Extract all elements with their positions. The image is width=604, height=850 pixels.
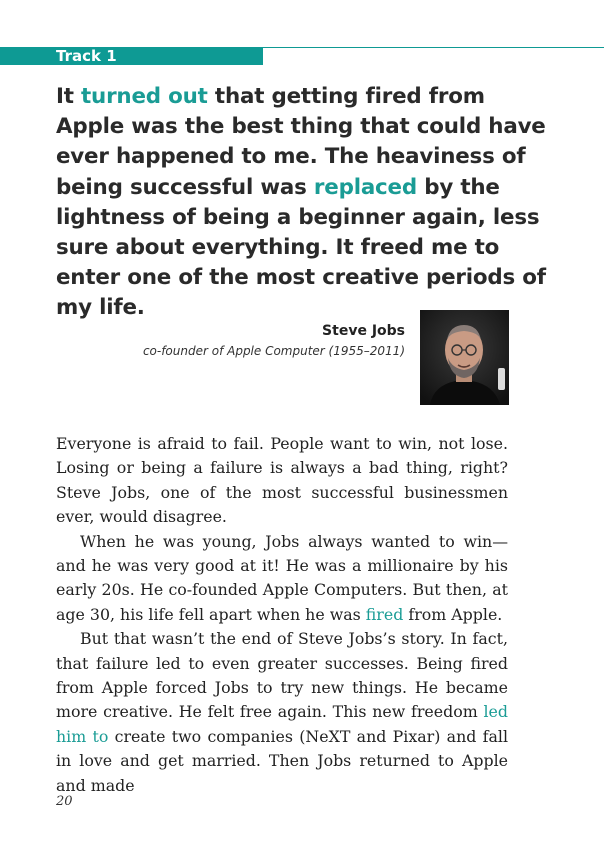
text-run: from Apple. (403, 604, 503, 624)
highlighted-term: led him to (56, 702, 508, 746)
text-run: But that wasn’t the end of Steve Jobs’s story. In fact, that failure led to even greater successes. Being fired from Apple forced Jobs to try new things. He became more creative. He felt free again. This new freedom (56, 629, 508, 722)
track-banner (0, 47, 263, 65)
track-label: Track 1 (56, 47, 117, 65)
highlighted-term: fired (365, 604, 404, 624)
highlighted-term: turned out (81, 84, 208, 109)
text-run: by the lightness of being a beginner again, less sure about everything. It freed me to enter one of the most creative periods of my life. (56, 174, 546, 321)
highlighted-term: replaced (313, 174, 417, 200)
text-run: that getting fired from Apple was the best thing that could have ever happened to me. The heaviness of being successful was (56, 84, 546, 200)
text-run: Everyone is afraid to fail. People want to win, not lose. Losing or being a failure is always a bad thing, right? Steve Jobs, one of the most successful businessmen ever, would disagree. (56, 434, 508, 527)
paragraph (56, 627, 508, 798)
paragraph (56, 432, 508, 530)
pull-quote (56, 82, 556, 324)
quote-author-role: co-founder of Apple Computer (1955–2011) (142, 344, 405, 358)
text-run: create two companies (NeXT and Pixar) and fall in love and get married. Then Jobs returned to Apple and made (56, 726, 509, 795)
portrait-photo (420, 310, 509, 405)
article-body (56, 432, 508, 798)
text-run: It (56, 84, 82, 109)
quote-author: Steve Jobs (322, 323, 405, 339)
text-run: When he was young, Jobs always wanted to win—and he was very good at it! He was a millionaire by his early 20s. He co-founded Apple Computers. But then, at age 30, his life fell apart when he was (56, 531, 508, 624)
page-number: 20 (56, 794, 73, 809)
track-rule (263, 47, 604, 48)
portrait-icon (420, 310, 509, 405)
paragraph (56, 530, 508, 628)
